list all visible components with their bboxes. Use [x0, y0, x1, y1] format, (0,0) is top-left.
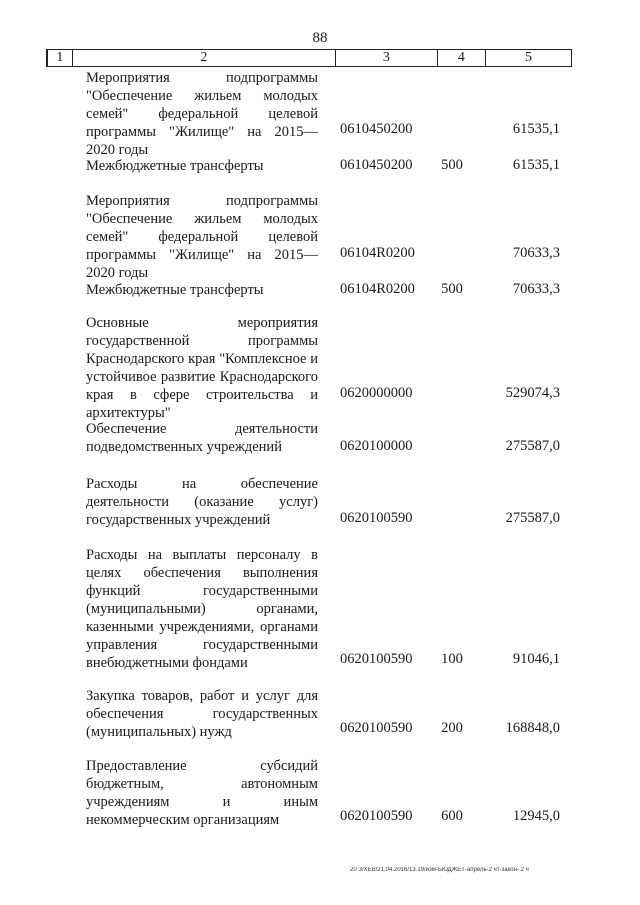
- row-code: 06104R0200: [340, 281, 415, 297]
- row-amount: 12945,0: [512, 808, 560, 824]
- row-amount: 70633,3: [512, 281, 560, 297]
- column-header-2: 2: [72, 50, 335, 67]
- row-code: 0620100590: [340, 720, 413, 736]
- row-amount: 91046,1: [512, 651, 560, 667]
- row-description: Расходы на обеспечение деятельности (оказание услуг) государственных учреждений: [86, 476, 318, 528]
- document-footer-stamp: 20 З/ХЕВ/21.04.2016/13.19/изм-БЮДЖЕТ-апрель-2 чт-закон- 2 ч: [350, 867, 529, 873]
- row-description: Межбюджетные трансферты: [86, 158, 264, 174]
- row-type: 500: [441, 281, 463, 297]
- row-code: 0620100000: [340, 438, 413, 454]
- row-description: Мероприятия подпрограммы "Обеспечение жильем молодых семей" федеральной целевой программы "Жилище" на 2015—2020 годы: [86, 193, 318, 281]
- column-header-5: 5: [486, 50, 572, 67]
- row-type: 200: [441, 720, 463, 736]
- row-description: Расходы на выплаты персоналу в целях обеспечения выполнения функций государственными (муниципальными) органами, казенными учреждениями, органами управления государственными внебюджетными фондами: [86, 547, 318, 671]
- row-amount: 168848,0: [505, 720, 560, 736]
- row-description: Межбюджетные трансферты: [86, 282, 264, 298]
- page-number: 88: [312, 30, 328, 46]
- row-code: 0610450200: [340, 121, 413, 137]
- row-amount: 275587,0: [505, 438, 560, 454]
- column-header-4: 4: [437, 50, 485, 67]
- row-description: Обеспечение деятельности подведомственных учреждений: [86, 421, 318, 455]
- row-type: 100: [441, 651, 463, 667]
- row-code: 0620100590: [340, 808, 413, 824]
- row-code: 0610450200: [340, 157, 413, 173]
- row-code: 06104R0200: [340, 245, 415, 261]
- column-header-3: 3: [336, 50, 438, 67]
- row-type: 600: [441, 808, 463, 824]
- row-amount: 275587,0: [505, 510, 560, 526]
- row-description: Закупка товаров, работ и услуг для обеспечения государственных (муниципальных) нужд: [86, 688, 318, 740]
- row-code: 0620100590: [340, 510, 413, 526]
- row-description: Мероприятия подпрограммы "Обеспечение жильем молодых семей" федеральной целевой программы "Жилище" на 2015—2020 годы: [86, 70, 318, 158]
- row-amount: 529074,3: [505, 385, 560, 401]
- row-code: 0620100590: [340, 651, 413, 667]
- row-amount: 61535,1: [512, 157, 560, 173]
- row-code: 0620000000: [340, 385, 413, 401]
- row-amount: 61535,1: [512, 121, 560, 137]
- column-header-1: 1: [47, 50, 72, 67]
- row-type: 500: [441, 157, 463, 173]
- row-description: Основные мероприятия государственной программы Краснодарского края "Комплексное и устойчивое развитие Краснодарского края в сфере строительства и архитектуры": [86, 315, 318, 421]
- row-description: Предоставление субсидий бюджетным, автономным учреждениям и иным некоммерческим организациям: [86, 758, 318, 828]
- row-amount: 70633,3: [512, 245, 560, 261]
